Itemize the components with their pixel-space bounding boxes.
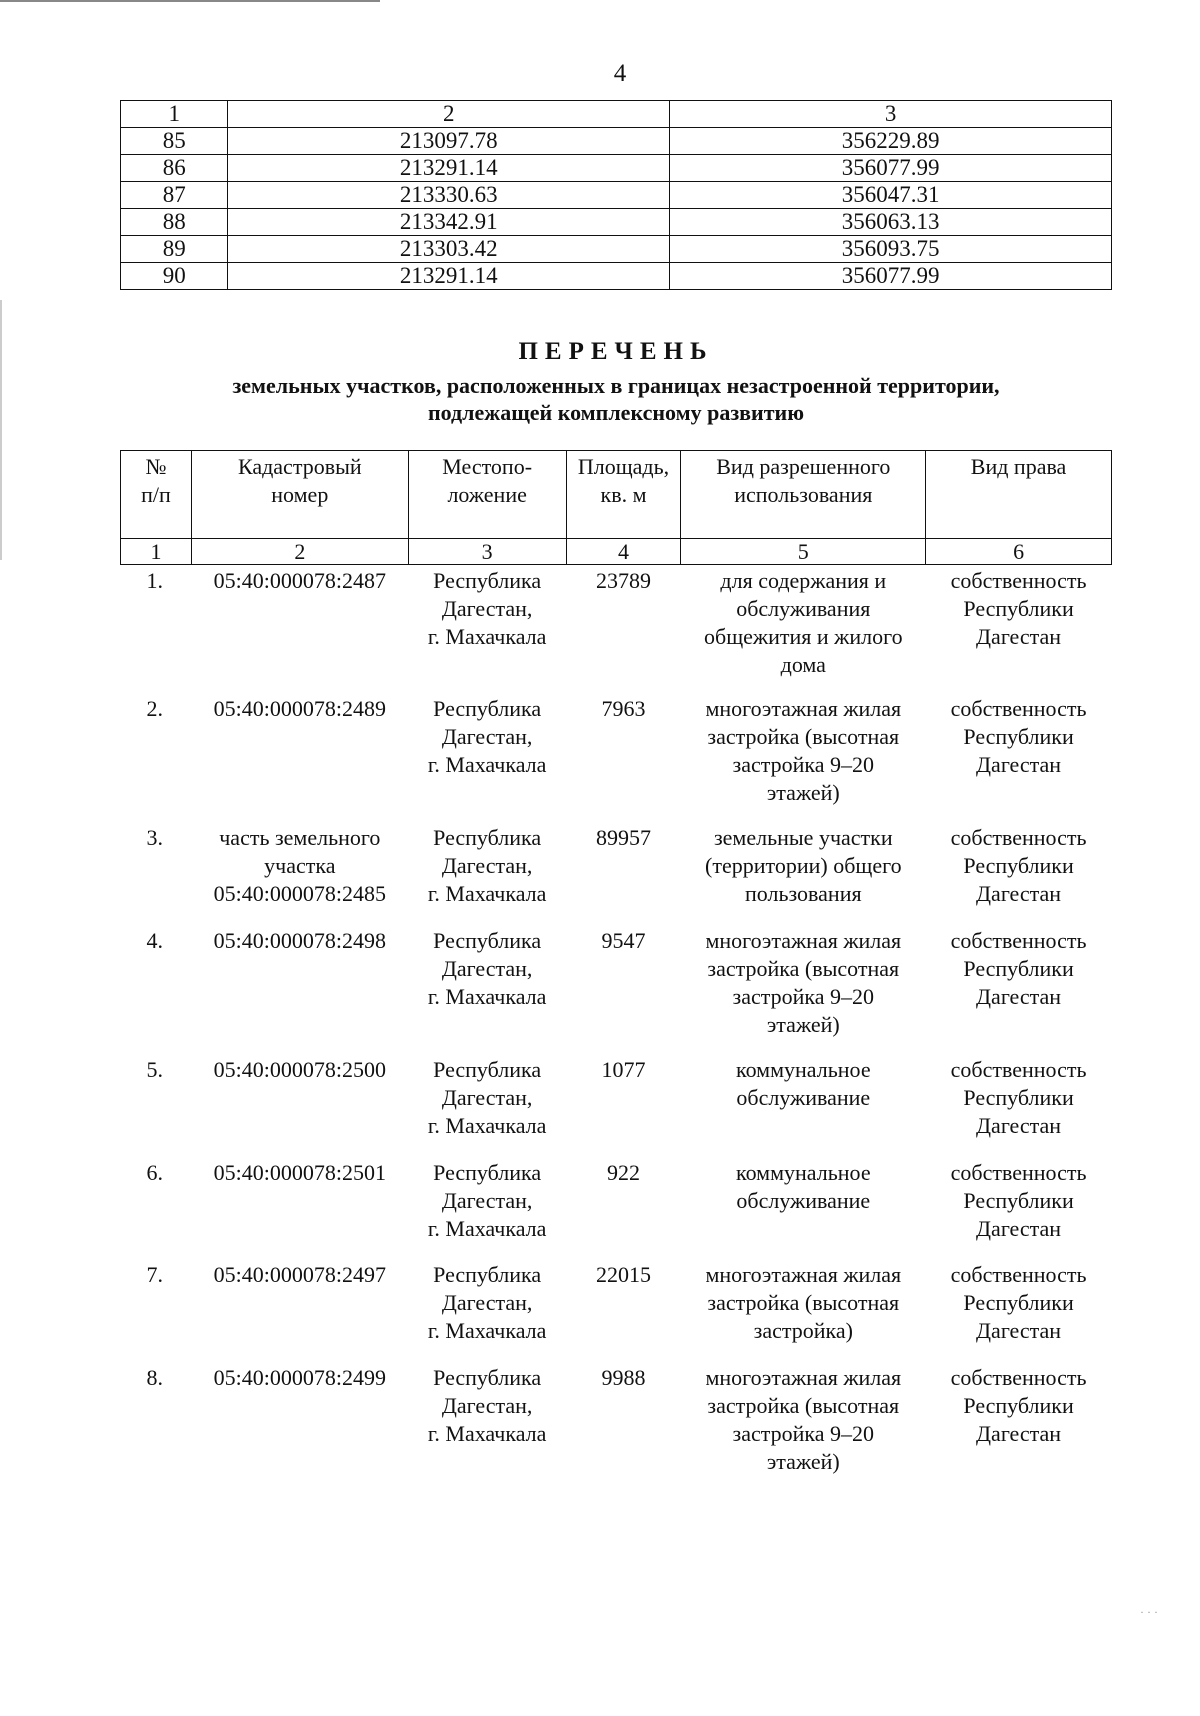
coordinates-cell: 88 [121,209,228,236]
header-line: кв. м [600,482,647,507]
permitted-use-line: этажей) [766,1448,840,1474]
parcel-number: 8. [146,1364,163,1390]
parcel-location-line: Дагестан, [441,1289,533,1315]
cadastral-number-line: 05:40:000078:2500 [213,1056,386,1082]
permitted-use-line: этажей) [766,779,840,805]
parcel-area: 9988 [601,1364,646,1390]
coordinates-cell: 356093.75 [670,236,1112,263]
permitted-use [681,693,926,822]
right-type [926,925,1112,1054]
permitted-use-line: обслуживание [736,1187,871,1213]
parcel-row [121,565,1112,693]
permitted-use-line: многоэтажная жилая [705,1261,902,1287]
parcel-area: 22015 [596,1261,652,1287]
cadastral-number-line: 05:40:000078:2489 [213,695,386,721]
parcel-location-line: Республика [433,927,542,953]
cadastral-number-line: 05:40:000078:2501 [213,1159,386,1185]
parcels-table [120,450,1112,1492]
parcel-location [408,925,566,1054]
cadastral-number [191,822,408,925]
permitted-use [681,925,926,1054]
parcel-area: 7963 [601,695,646,721]
right-type-line: собственность [950,824,1087,850]
parcel-location-line: Дагестан, [441,955,533,981]
cadastral-number-line: участка [264,852,336,878]
parcel-location [408,1362,566,1492]
parcel-area: 89957 [596,824,652,850]
parcel-number: 1. [146,568,163,593]
permitted-use-line: застройка) [753,1317,853,1343]
parcel-location [408,822,566,925]
parcel-row [121,1259,1112,1362]
right-type-line: Дагестан [976,1112,1062,1138]
permitted-use-line: дома [780,652,826,677]
parcel-location-line: Дагестан, [441,1392,533,1418]
parcel-area: 922 [607,1159,641,1185]
right-type [926,565,1112,693]
coordinates-cell: 86 [121,155,228,182]
parcel-location-line: Дагестан, [441,852,533,878]
column-number-cell: 4 [566,539,681,565]
header-line: Кадастровый [237,454,362,479]
permitted-use-line: земельные участки [713,824,893,850]
permitted-use [681,1157,926,1259]
parcels-header-cell [121,451,192,539]
right-type-line: Республики [963,1084,1074,1110]
scan-dots: · · · [1140,1605,1158,1619]
parcel-location-line: Республика [433,695,542,721]
parcel-location-line: Дагестан, [441,1187,533,1213]
header-line: Местопо- [442,454,533,479]
parcel-location-line: г. Махачкала [427,1420,547,1446]
scan-artifact-left [0,300,2,560]
permitted-use-line: застройка 9–20 [732,983,875,1009]
parcel-location-line: Республика [433,824,542,850]
coordinates-cell: 213097.78 [228,128,670,155]
permitted-use-line: обслуживание [736,1084,871,1110]
header-line: номер [271,482,329,507]
right-type [926,693,1112,822]
parcels-header-cell [191,451,408,539]
right-type-line: собственность [950,1261,1087,1287]
permitted-use-line: многоэтажная жилая [705,1364,902,1390]
parcel-location-line: г. Махачкала [427,624,547,649]
permitted-use-line: застройка (высотная [707,1392,900,1418]
parcel-number: 7. [146,1261,163,1287]
coordinates-header-row [121,101,1112,128]
right-type-line: собственность [950,927,1087,953]
parcel-area: 9547 [601,927,646,953]
right-type-line: Дагестан [976,1317,1062,1343]
right-type-line: Республики [963,1187,1074,1213]
coordinates-cell: 356047.31 [670,182,1112,209]
permitted-use-line: многоэтажная жилая [705,927,902,953]
permitted-use-line: коммунальное [736,1056,871,1082]
parcel-number: 5. [146,1056,163,1082]
column-number-cell: 6 [926,539,1112,565]
parcels-header-cell [408,451,566,539]
parcel-location [408,1054,566,1157]
coordinates-cell: 213303.42 [228,236,670,263]
parcel-location-line: Дагестан, [441,596,533,621]
parcel-location-line: Республика [433,1056,542,1082]
parcel-number: 6. [146,1159,163,1185]
parcel-location-line: г. Махачкала [427,1317,547,1343]
column-number-cell: 5 [681,539,926,565]
column-number-cell: 1 [121,539,192,565]
right-type-line: Дагестан [976,751,1062,777]
right-type-line: собственность [950,1056,1087,1082]
parcel-row [121,1362,1112,1492]
permitted-use-line: застройка 9–20 [732,1420,875,1446]
cadastral-number-line: 05:40:000078:2487 [213,568,386,593]
permitted-use-line: общежития и жилого [704,624,903,649]
right-type-line: Республики [963,1392,1074,1418]
parcel-location-line: Дагестан, [441,723,533,749]
permitted-use [681,1259,926,1362]
cadastral-number [191,1259,408,1362]
header-line: Вид разрешенного [716,454,891,479]
permitted-use-line: этажей) [766,1011,840,1037]
coordinates-header-cell: 1 [121,101,228,128]
title-heading: ПЕРЕЧЕНЬ [518,338,714,365]
permitted-use [681,1054,926,1157]
coordinates-cell: 356077.99 [670,155,1112,182]
cadastral-number [191,1362,408,1492]
cadastral-number-line: 05:40:000078:2499 [213,1364,386,1390]
cadastral-number-line: 05:40:000078:2485 [213,880,386,906]
parcel-location-line: Дагестан, [441,1084,533,1110]
right-type-line: собственность [950,1364,1087,1390]
permitted-use-line: застройка (высотная [707,723,900,749]
coordinates-header-cell: 2 [228,101,670,128]
cadastral-number-line: 05:40:000078:2498 [213,927,386,953]
cadastral-number [191,1157,408,1259]
coordinates-cell: 213330.63 [228,182,670,209]
right-type-line: Республики [963,955,1074,981]
right-type-line: Республики [963,723,1074,749]
coordinates-cell: 356077.99 [670,263,1112,290]
right-type-line: Республики [963,852,1074,878]
parcel-location-line: Республика [433,1364,542,1390]
coordinates-cell: 356229.89 [670,128,1112,155]
permitted-use-line: обслуживания [736,596,871,621]
permitted-use-line: застройка (высотная [707,1289,900,1315]
parcels-header-cell [566,451,681,539]
coordinates-row [121,155,1112,182]
parcel-location-line: г. Махачкала [427,1112,547,1138]
coordinates-row [121,128,1112,155]
permitted-use [681,565,926,693]
permitted-use-line: многоэтажная жилая [705,695,902,721]
header-line: п/п [141,482,171,507]
right-type-line: Дагестан [976,983,1062,1009]
scan-artifact-top [0,0,380,2]
cadastral-number-line: 05:40:000078:2497 [213,1261,386,1287]
parcels-header-row [121,451,1112,539]
permitted-use-line: пользования [745,880,862,906]
coordinates-row [121,236,1112,263]
parcel-location-line: г. Махачкала [427,751,547,777]
parcel-location [408,1157,566,1259]
cadastral-number [191,1054,408,1157]
permitted-use-line: коммунальное [736,1159,871,1185]
right-type-line: собственность [950,1159,1087,1185]
header-line: № [145,454,167,479]
right-type [926,1157,1112,1259]
coordinates-row [121,263,1112,290]
coordinates-cell: 356063.13 [670,209,1112,236]
permitted-use [681,822,926,925]
header-line: ложение [447,482,527,507]
parcel-area: 1077 [601,1056,646,1082]
coordinates-cell: 90 [121,263,228,290]
right-type-line: собственность [950,695,1087,721]
title-subtitle-line-1: земельных участков, расположенных в границах незастроенной территории, [232,373,1000,398]
coordinates-row [121,182,1112,209]
title-subtitle-line-2: подлежащей комплексному развитию [427,400,805,425]
parcel-number: 4. [146,927,163,953]
parcel-location-line: Республика [433,1261,542,1287]
right-type-line: Дагестан [976,880,1062,906]
parcel-row [121,693,1112,822]
parcel-number: 2. [146,695,163,721]
right-type-line: Дагестан [976,624,1062,649]
parcel-row [121,925,1112,1054]
cadastral-number-line: часть земельного [219,824,381,850]
parcel-location-line: Республика [433,1159,542,1185]
parcel-number: 3. [146,824,163,850]
parcel-location-line: г. Махачкала [427,880,547,906]
coordinates-cell: 213291.14 [228,155,670,182]
cadastral-number [191,925,408,1054]
parcels-header-cell [926,451,1112,539]
cadastral-number [191,565,408,693]
right-type-line: собственность [950,568,1087,593]
permitted-use [681,1362,926,1492]
parcels-column-number-row [121,539,1112,565]
parcel-location-line: г. Махачкала [427,983,547,1009]
header-line: Площадь, [577,454,670,479]
column-number-cell: 2 [191,539,408,565]
coordinates-header-cell: 3 [670,101,1112,128]
parcel-row [121,822,1112,925]
cadastral-number [191,693,408,822]
right-type [926,822,1112,925]
parcel-location [408,565,566,693]
coordinates-cell: 87 [121,182,228,209]
parcel-row [121,1157,1112,1259]
parcel-location [408,1259,566,1362]
parcel-row [121,1054,1112,1157]
parcel-location-line: г. Махачкала [427,1215,547,1241]
parcels-header-cell [681,451,926,539]
coordinates-row [121,209,1112,236]
right-type-line: Республики [963,1289,1074,1315]
column-number-cell: 3 [408,539,566,565]
coordinates-table [120,100,1112,290]
parcel-location-line: Республика [433,568,542,593]
right-type-line: Республики [963,596,1074,621]
right-type-line: Дагестан [976,1215,1062,1241]
coordinates-cell: 213342.91 [228,209,670,236]
right-type [926,1362,1112,1492]
right-type-line: Дагестан [976,1420,1062,1446]
parcel-area: 23789 [596,568,652,593]
right-type [926,1054,1112,1157]
header-line: Вид права [970,454,1067,479]
permitted-use-line: (территории) общего [705,852,902,878]
coordinates-cell: 89 [121,236,228,263]
right-type [926,1259,1112,1362]
permitted-use-line: застройка (высотная [707,955,900,981]
page-number: 4 [613,60,627,87]
permitted-use-line: застройка 9–20 [732,751,875,777]
permitted-use-line: для содержания и [720,568,887,593]
header-line: использования [734,482,873,507]
list-title [120,338,1112,426]
parcel-location [408,693,566,822]
coordinates-cell: 85 [121,128,228,155]
coordinates-cell: 213291.14 [228,263,670,290]
